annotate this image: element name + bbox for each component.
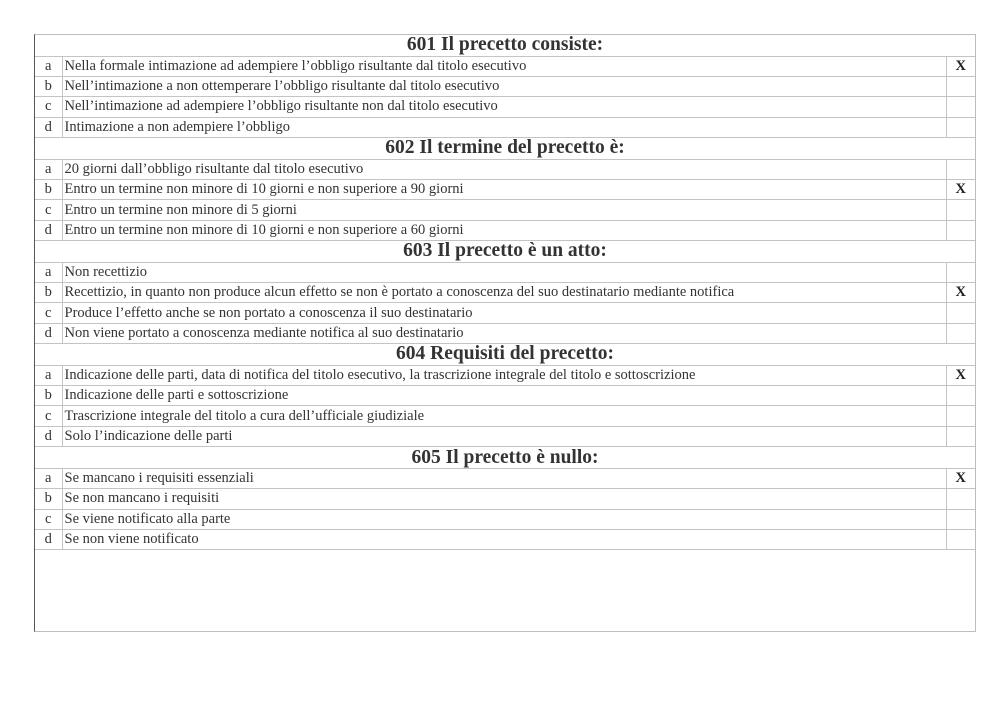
question-title: 604 Requisiti del precetto: <box>35 344 975 366</box>
answer-mark <box>946 529 975 549</box>
answer-row <box>35 386 975 406</box>
answer-letter: b <box>35 386 62 406</box>
answer-mark <box>946 303 975 323</box>
answer-mark <box>946 76 975 96</box>
answer-row <box>35 200 975 220</box>
question-title: 603 Il precetto è un atto: <box>35 241 975 263</box>
answer-text: Nell’intimazione a non ottemperare l’obbligo risultante dal titolo esecutivo <box>62 76 946 96</box>
answer-text: Entro un termine non minore di 10 giorni e non superiore a 90 giorni <box>62 179 946 199</box>
answer-row <box>35 97 975 117</box>
answer-text: Non viene portato a conoscenza mediante notifica al suo destinatario <box>62 323 946 343</box>
answer-letter: d <box>35 117 62 137</box>
answer-row <box>35 426 975 446</box>
answer-text: Solo l’indicazione delle parti <box>62 426 946 446</box>
answer-text: Recettizio, in quanto non produce alcun effetto se non è portato a conoscenza del suo destinatario mediante notifica <box>62 283 946 303</box>
answer-row <box>35 262 975 282</box>
question-title-row <box>35 241 975 263</box>
answer-text: Intimazione a non adempiere l’obbligo <box>62 117 946 137</box>
answer-letter: b <box>35 283 62 303</box>
answer-letter: a <box>35 159 62 179</box>
answer-mark: X <box>946 365 975 385</box>
answer-mark <box>946 323 975 343</box>
answer-text: Nell’intimazione ad adempiere l’obbligo risultante non dal titolo esecutivo <box>62 97 946 117</box>
answer-mark <box>946 489 975 509</box>
quiz-sheet <box>34 34 976 632</box>
answer-letter: b <box>35 76 62 96</box>
answer-text: Indicazione delle parti, data di notifica del titolo esecutivo, la trascrizione integrale del titolo e sottoscrizione <box>62 365 946 385</box>
answer-row <box>35 303 975 323</box>
answer-mark <box>946 262 975 282</box>
answer-mark <box>946 159 975 179</box>
answer-text: Entro un termine non minore di 10 giorni e non superiore a 60 giorni <box>62 220 946 240</box>
answer-row <box>35 509 975 529</box>
answer-row <box>35 468 975 488</box>
answer-text: Entro un termine non minore di 5 giorni <box>62 200 946 220</box>
answer-text: Indicazione delle parti e sottoscrizione <box>62 386 946 406</box>
question-title: 602 Il termine del precetto è: <box>35 138 975 160</box>
answer-letter: a <box>35 468 62 488</box>
answer-letter: b <box>35 179 62 199</box>
question-title-row <box>35 447 975 469</box>
answer-row <box>35 56 975 76</box>
answer-letter: c <box>35 303 62 323</box>
answer-row <box>35 323 975 343</box>
answer-text: Se non mancano i requisiti <box>62 489 946 509</box>
answer-row <box>35 283 975 303</box>
answer-mark: X <box>946 179 975 199</box>
answer-letter: a <box>35 262 62 282</box>
answer-letter: b <box>35 489 62 509</box>
answer-text: Produce l’effetto anche se non portato a conoscenza il suo destinatario <box>62 303 946 323</box>
answer-row <box>35 76 975 96</box>
answer-row <box>35 159 975 179</box>
answer-letter: c <box>35 406 62 426</box>
answer-letter: c <box>35 97 62 117</box>
answer-text: 20 giorni dall’obbligo risultante dal titolo esecutivo <box>62 159 946 179</box>
answer-text: Se mancano i requisiti essenziali <box>62 468 946 488</box>
answer-letter: d <box>35 220 62 240</box>
answer-row <box>35 529 975 549</box>
answer-letter: a <box>35 56 62 76</box>
question-title: 601 Il precetto consiste: <box>35 35 975 56</box>
answer-row <box>35 489 975 509</box>
answer-mark <box>946 200 975 220</box>
answer-mark <box>946 509 975 529</box>
answer-row <box>35 406 975 426</box>
answer-letter: a <box>35 365 62 385</box>
answer-mark: X <box>946 283 975 303</box>
answer-mark <box>946 97 975 117</box>
answer-letter: c <box>35 509 62 529</box>
answer-row <box>35 179 975 199</box>
question-title-row <box>35 35 975 56</box>
answer-text: Se viene notificato alla parte <box>62 509 946 529</box>
answer-row <box>35 117 975 137</box>
answer-mark: X <box>946 56 975 76</box>
answer-mark <box>946 426 975 446</box>
answer-text: Non recettizio <box>62 262 946 282</box>
answer-row <box>35 365 975 385</box>
answer-mark: X <box>946 468 975 488</box>
answer-mark <box>946 386 975 406</box>
answer-mark <box>946 117 975 137</box>
question-title: 605 Il precetto è nullo: <box>35 447 975 469</box>
answer-text: Trascrizione integrale del titolo a cura dell’ufficiale giudiziale <box>62 406 946 426</box>
answer-letter: c <box>35 200 62 220</box>
answer-mark <box>946 220 975 240</box>
answer-text: Nella formale intimazione ad adempiere l’obbligo risultante dal titolo esecutivo <box>62 56 946 76</box>
answer-text: Se non viene notificato <box>62 529 946 549</box>
quiz-table <box>35 35 975 550</box>
answer-letter: d <box>35 426 62 446</box>
answer-letter: d <box>35 323 62 343</box>
answer-mark <box>946 406 975 426</box>
answer-letter: d <box>35 529 62 549</box>
question-title-row <box>35 344 975 366</box>
question-title-row <box>35 138 975 160</box>
answer-row <box>35 220 975 240</box>
